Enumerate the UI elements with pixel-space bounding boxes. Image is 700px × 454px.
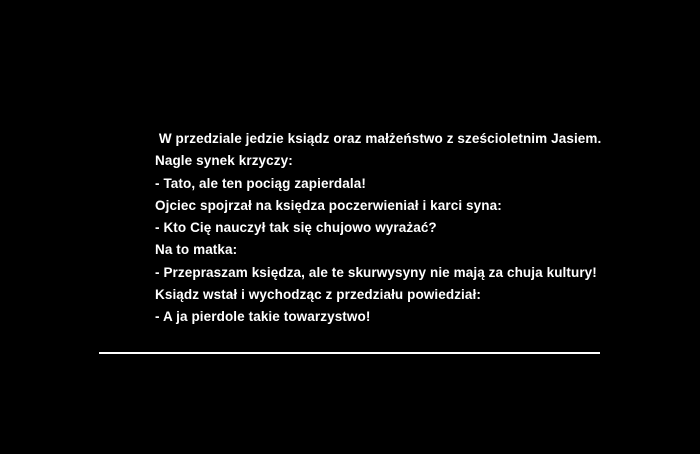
joke-line: - Kto Cię nauczył tak się chujowo wyrażać? bbox=[155, 220, 437, 236]
joke-line: Ojciec spojrzał na księdza poczerwieniał i karci syna: bbox=[155, 197, 502, 213]
joke-text-block bbox=[155, 128, 655, 329]
joke-line: Nagle synek krzyczy: bbox=[155, 153, 293, 169]
joke-line: W przedziale jedzie ksiądz oraz małżeństwo z sześcioletnim Jasiem. bbox=[155, 131, 602, 146]
joke-line: - A ja pierdole takie towarzystwo! bbox=[155, 309, 371, 325]
joke-line: - Przepraszam księdza, ale te skurwysyny nie mają za chuja kultury! bbox=[155, 264, 597, 280]
horizontal-divider bbox=[99, 352, 600, 354]
joke-line: - Tato, ale ten pociąg zapierdala! bbox=[155, 175, 366, 191]
joke-line: Ksiądz wstał i wychodząc z przedziału powiedział: bbox=[155, 287, 481, 303]
joke-line: Na to matka: bbox=[155, 242, 238, 258]
